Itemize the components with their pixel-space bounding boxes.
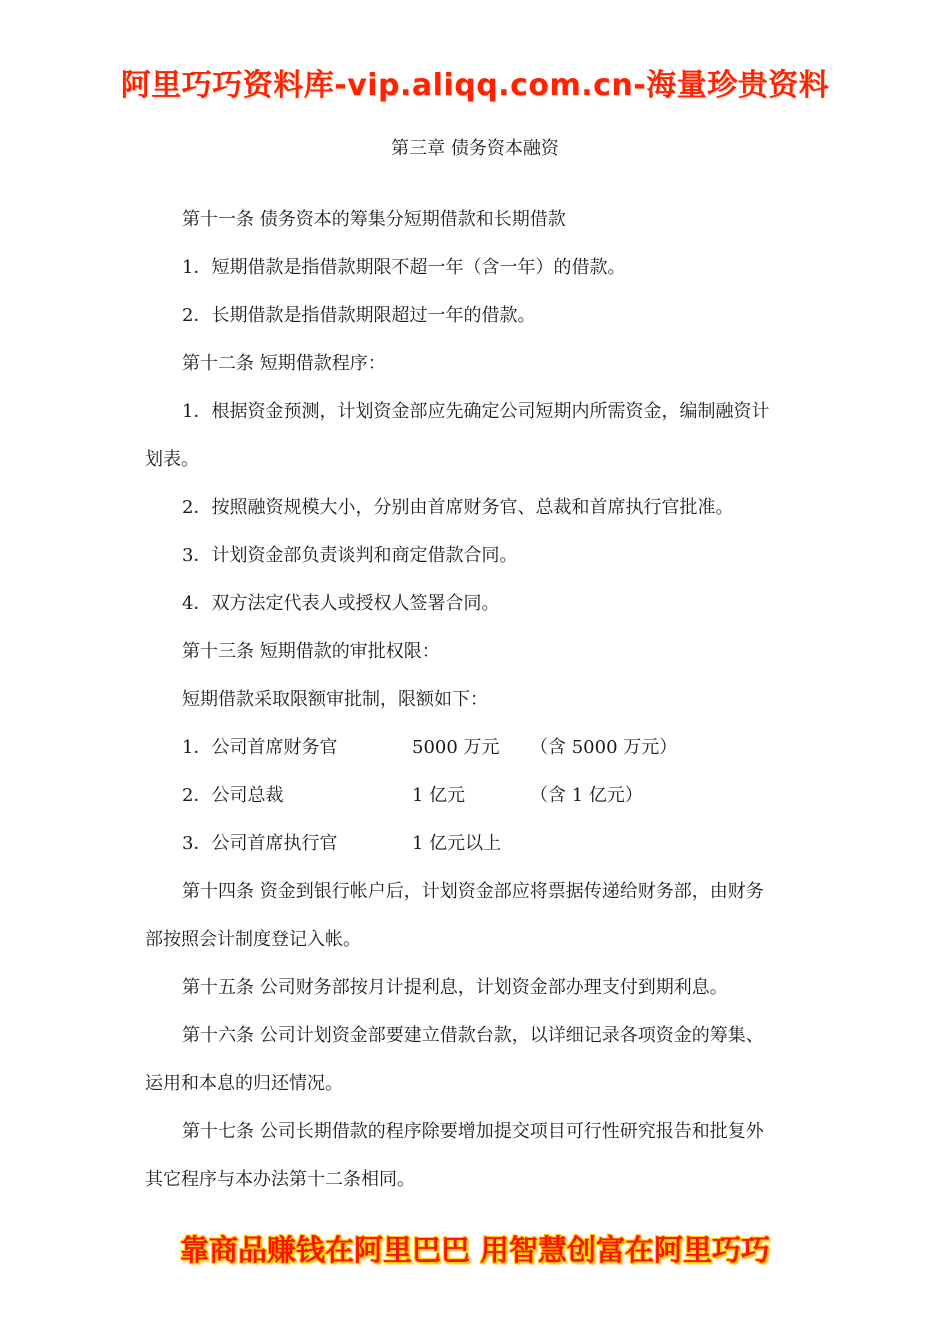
article-16-line-2: 运用和本息的归还情况。 (145, 1073, 343, 1094)
limit-role: 3．公司首席执行官 (182, 833, 338, 854)
article-17-line-1: 第十七条 公司长期借款的程序除要增加提交项目可行性研究报告和批复外 (182, 1121, 764, 1142)
limit-amount: 1 亿元 (412, 785, 466, 806)
article-17-line-2: 其它程序与本办法第十二条相同。 (145, 1169, 415, 1190)
article-12-item-4: 4．双方法定代表人或授权人签署合同。 (182, 593, 500, 614)
limit-role: 1．公司首席财务官 (182, 737, 338, 758)
article-12-item-3: 3．计划资金部负责谈判和商定借款合同。 (182, 545, 518, 566)
article-11-item-2: 2．长期借款是指借款期限超过一年的借款。 (182, 305, 536, 326)
article-11-item-1: 1．短期借款是指借款期限不超一年（含一年）的借款。 (182, 257, 626, 278)
limit-note: （含 1 亿元） (530, 785, 643, 806)
limit-amount: 5000 万元 (412, 737, 500, 758)
limit-note: （含 5000 万元） (530, 737, 678, 758)
footer-banner: 靠商品赚钱在阿里巴巴 用智慧创富在阿里巧巧 (179, 1233, 771, 1267)
chapter-title: 第三章 债务资本融资 (391, 138, 559, 159)
article-14-line-1: 第十四条 资金到银行帐户后，计划资金部应将票据传递给财务部，由财务 (182, 881, 764, 902)
limit-amount: 1 亿元以上 (412, 833, 502, 854)
article-13: 第十三条 短期借款的审批权限： (182, 641, 440, 662)
article-12-item-1-line-2: 划表。 (145, 449, 199, 470)
article-12-item-2: 2．按照融资规模大小，分别由首席财务官、总裁和首席执行官批准。 (182, 497, 734, 518)
article-16-line-1: 第十六条 公司计划资金部要建立借款台款，以详细记录各项资金的筹集、 (182, 1025, 764, 1046)
article-12-item-1-line-1: 1．根据资金预测，计划资金部应先确定公司短期内所需资金，编制融资计 (182, 401, 770, 422)
article-13-intro: 短期借款采取限额审批制，限额如下： (182, 689, 488, 710)
limit-role: 2．公司总裁 (182, 785, 284, 806)
article-15: 第十五条 公司财务部按月计提利息，计划资金部办理支付到期利息。 (182, 977, 728, 998)
article-11: 第十一条 债务资本的筹集分短期借款和长期借款 (182, 209, 566, 230)
header-banner: 阿里巧巧资料库-vip.aliqq.com.cn-海量珍贵资料 (120, 68, 830, 103)
article-12: 第十二条 短期借款程序： (182, 353, 386, 374)
article-14-line-2: 部按照会计制度登记入帐。 (145, 929, 361, 950)
